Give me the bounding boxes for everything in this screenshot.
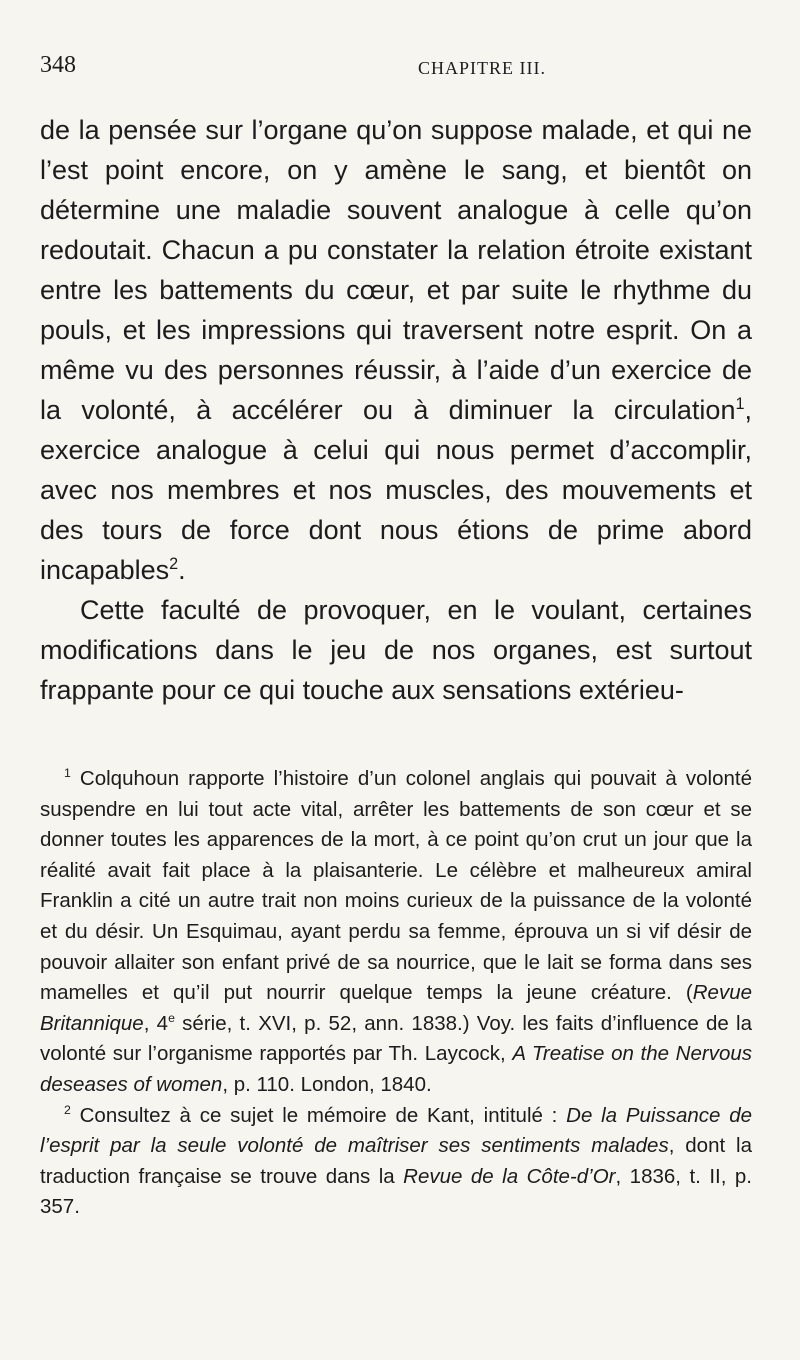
footnote-2 bbox=[40, 1101, 752, 1223]
main-text bbox=[40, 110, 752, 710]
paragraph-1-text-continued: , exercice analogue à celui qui nous permet d’accomplir, avec nos membres et nos muscles, des mouvements et des tours de force dont nous étions de prime abord incapables bbox=[40, 395, 752, 585]
footnote-1-text: Colquhoun rapporte l’histoire d’un colonel anglais qui pouvait à volonté suspendre en lui tout acte vital, arrêter les battements de son cœur et se donner toutes les apparences de la mort, à ce point qu’on crut un jour que la réalité avait fait place à la plaisanterie. Le célèbre et malheureux amiral Franklin a cité un autre trait non moins curieux de la puissance de la volonté et du désir. Un Esquimau, ayant perdu sa femme, éprouva un si vif désir de pouvoir allaiter son enfant privé de sa nourrice, que le lait se forma dans ses mamelles et qu’il put nourrir quelque temps la jeune créature. ( bbox=[40, 767, 752, 1005]
paragraph-1-text: de la pensée sur l’organe qu’on suppose malade, et qui ne l’est point encore, on y amène le sang, et bientôt on détermine une maladie souvent analogue à celle qu’on redoutait. Chacun a pu constater la relation étroite existant entre les battements du cœur, et par suite le rhythme du pouls, et les impressions qui traversent notre esprit. On a même vu des personnes réussir, à l’aide d’un exercice de la volonté, à accélérer ou à diminuer la circulation bbox=[40, 115, 752, 425]
footnote-1-text-4: , p. 110. London, 1840. bbox=[222, 1072, 432, 1096]
footnote-2-title-kant: De la Puissance de l’esprit par la seule volonté de maîtriser ses sentiments malades bbox=[40, 1103, 752, 1158]
footnote-1-superscript-e: e bbox=[168, 1010, 175, 1025]
footnotes bbox=[40, 764, 752, 1223]
footnote-1 bbox=[40, 764, 752, 1101]
running-head: CHAPITRE III. bbox=[418, 58, 546, 78]
page-number: 348 bbox=[40, 52, 76, 78]
footnote-2-text-3: , 1836, t. II, p. 357. bbox=[40, 1164, 752, 1219]
paragraph-2: Cette faculté de provoquer, en le voulant, certaines modifications dans le jeu de nos organes, est surtout frappante pour ce qui touche aux sensations extérieu- bbox=[40, 595, 752, 705]
footnote-ref-1: 1 bbox=[735, 395, 745, 413]
footnote-2-text-2: , dont la traduction française se trouve dans la bbox=[40, 1134, 752, 1188]
footnote-1-marker: 1 bbox=[64, 766, 71, 781]
footnote-1-title-treatise: A Treatise on the Nervous deseases of women bbox=[40, 1042, 752, 1096]
footnote-ref-2: 2 bbox=[169, 555, 179, 573]
paragraph-1-end: . bbox=[178, 555, 186, 585]
paragraph-1 bbox=[40, 110, 752, 590]
footnote-1-text-2: , 4 bbox=[143, 1011, 169, 1035]
footnote-1-title-revue: Revue Britannique bbox=[40, 981, 752, 1035]
footnote-2-text: Consultez à ce sujet le mémoire de Kant, intitulé : bbox=[79, 1103, 567, 1127]
footnote-2-marker: 2 bbox=[64, 1102, 71, 1117]
footnote-2-title-revue: Revue de la Côte-d’Or bbox=[403, 1164, 616, 1188]
footnote-1-text-3: série, t. XVI, p. 52, ann. 1838.) Voy. les faits d’influence de la volonté sur l’organisme rapportés par Th. Laycock, bbox=[40, 1011, 752, 1066]
page-header bbox=[40, 52, 760, 88]
